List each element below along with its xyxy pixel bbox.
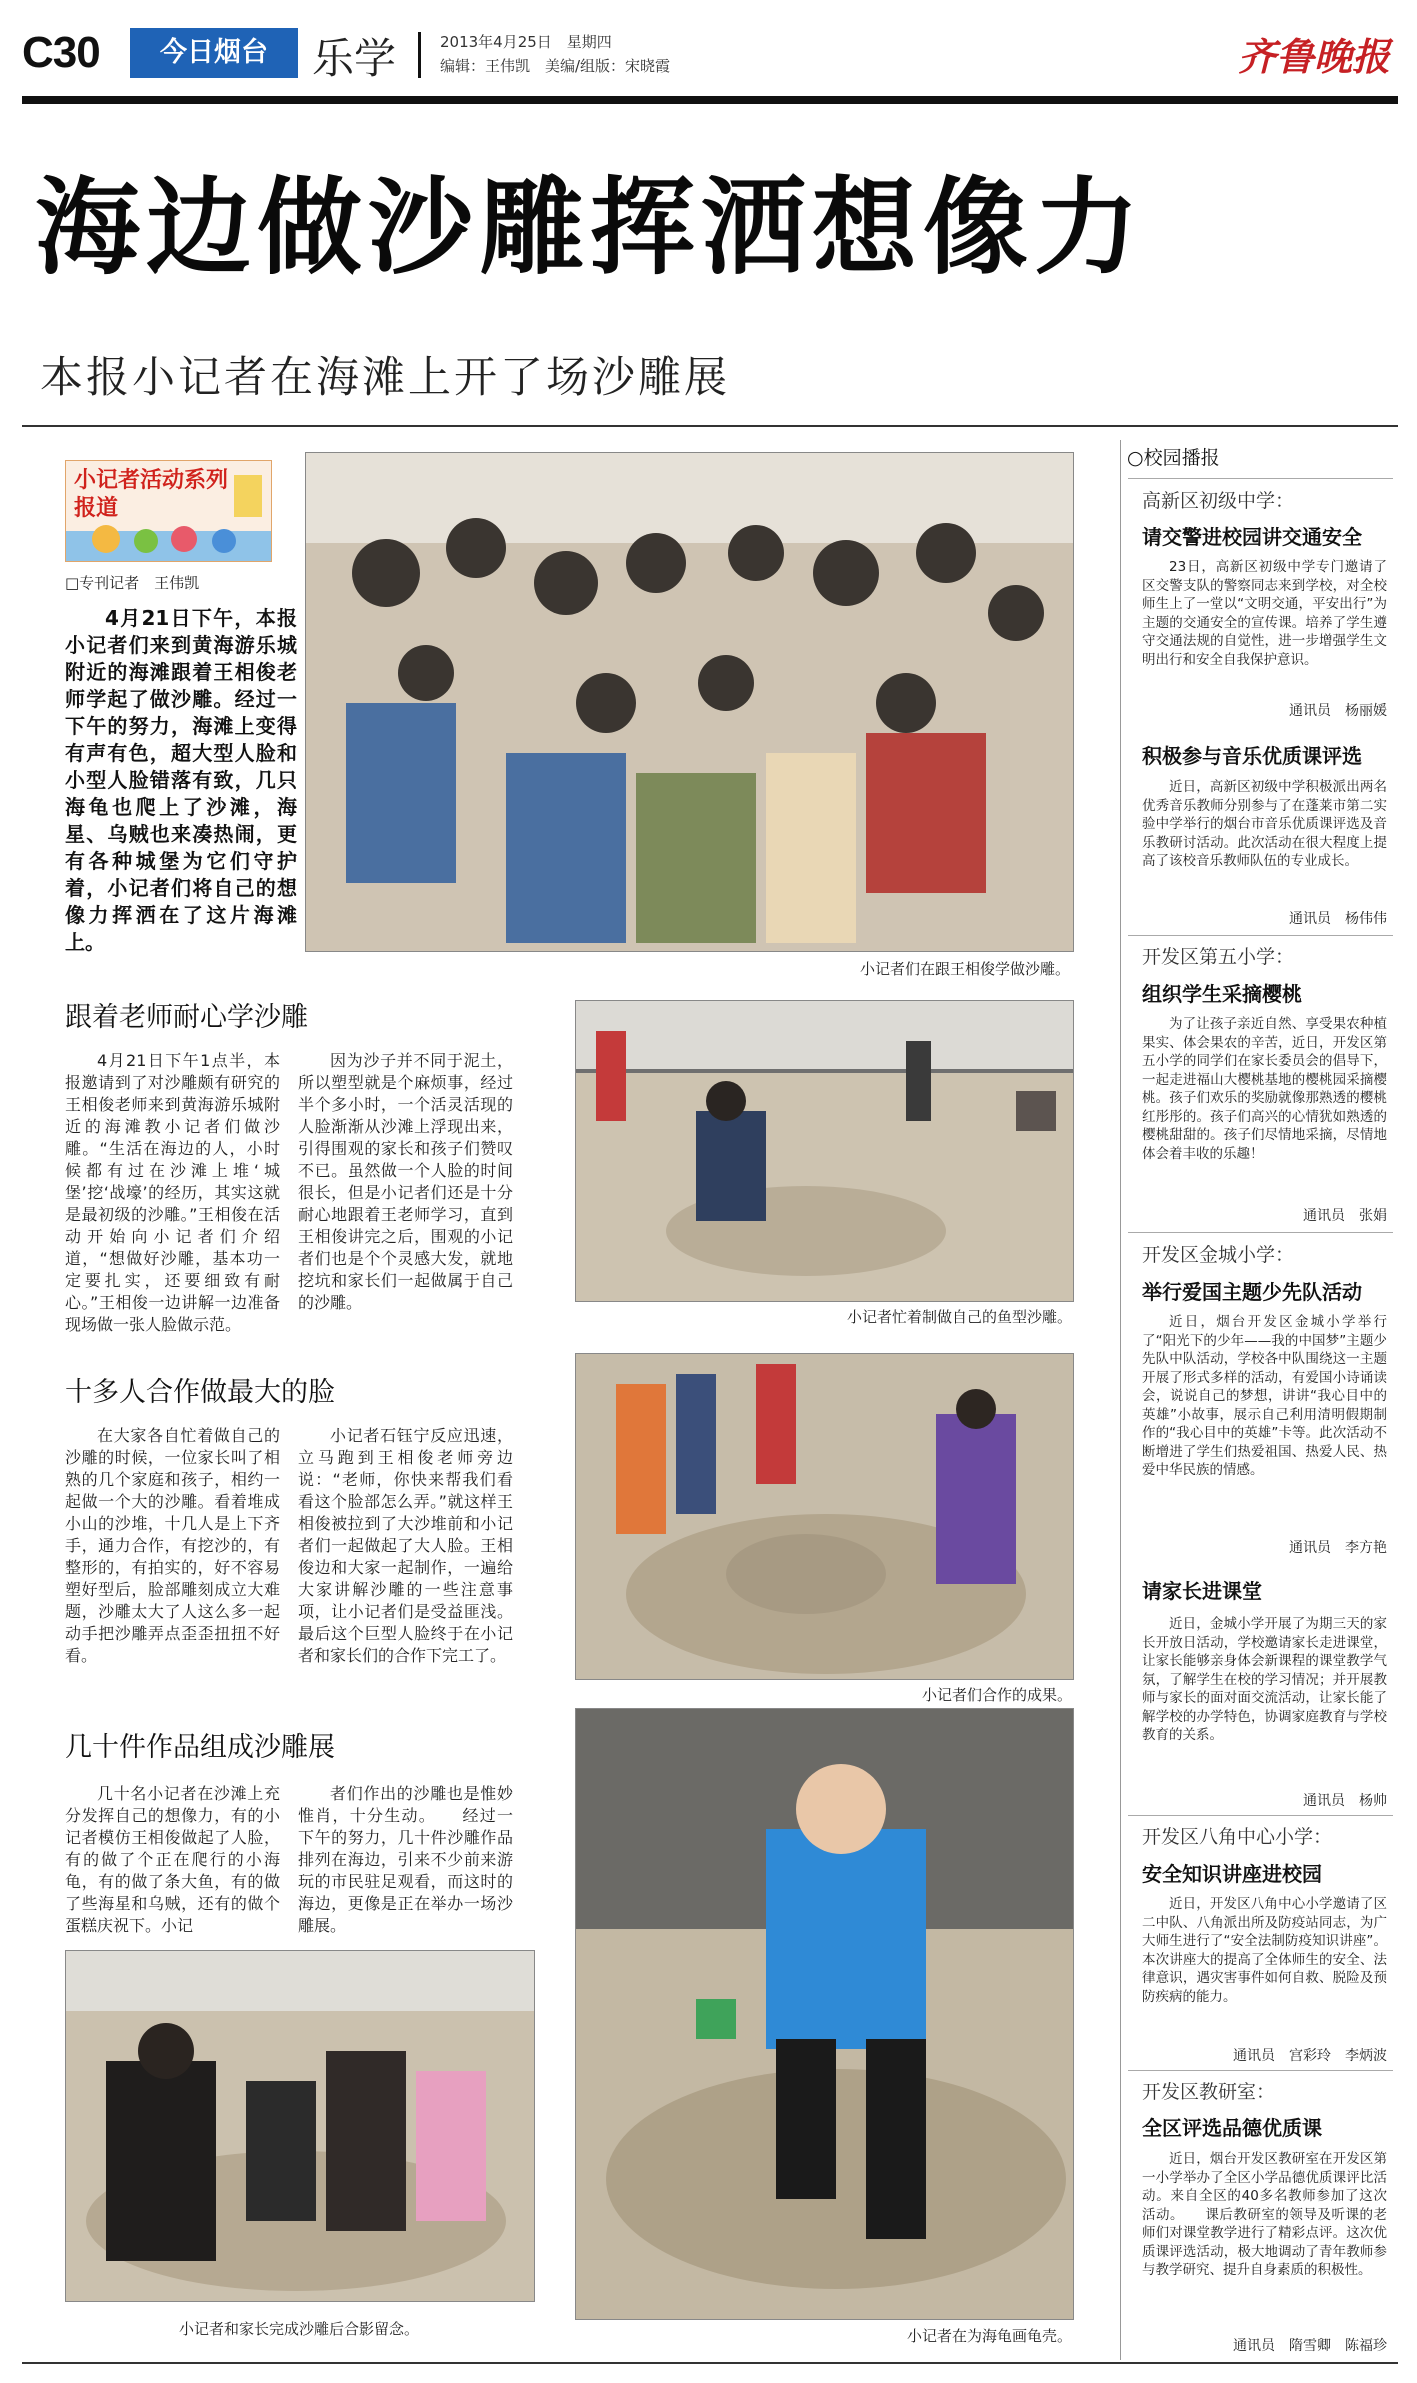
sidebar-title: ○校园播报 <box>1127 447 1220 469</box>
caption-photo4: 小记者和家长完成沙雕后合影留念。 <box>178 2320 419 2338</box>
page-number: C30 <box>22 28 100 77</box>
sidebar-body: 近日，开发区八角中心小学邀请了区二中队、八角派出所及防疫站同志，为广大师生进行了“安全法制防疫知识讲座”。本次讲座大的提高了全体师生的安全、法律意识，遇灾害事件如何自救、脱险及预防疾病的能力。 <box>1142 1896 1387 2005</box>
editors-line: 编辑：王伟凯 美编/组版：宋晓霞 <box>440 57 671 75</box>
sidebar-rule <box>1128 1815 1393 1816</box>
sidebar-rule <box>1128 478 1393 479</box>
sidebar-rule <box>1128 1232 1393 1233</box>
section3-heading: 几十件作品组成沙雕展 <box>65 1732 335 1763</box>
section3-col2: 者们作出的沙雕也是惟妙惟肖，十分生动。 经过一下午的努力，几十件沙雕作品排列在海边，引来不少前来游玩的市民驻足观看，而这时的海边，更像是正在举办一场沙雕展。 <box>298 1784 513 1935</box>
sidebar-rule <box>1128 935 1393 936</box>
lead-paragraph: 4月21日下午，本报小记者们来到黄海游乐城附近的海滩跟着王相俊老师学起了做沙雕。经过一下午的努力，海滩上变得有声有色，超大型人脸和小型人脸错落有致，几只海龟也爬上了沙滩，海星、乌贼也来凑热闹，更有各种城堡为它们守护着，小记者们将自己的想像力挥洒在了这片海滩上。 <box>65 606 297 954</box>
sidebar-credit: 通讯员 李方艳 <box>1289 1540 1387 1556</box>
date-line: 2013年4月25日 星期四 <box>440 33 612 51</box>
masthead-logo: 齐鲁晚报 <box>1238 34 1391 79</box>
sidebar-body: 近日，高新区初级中学积极派出两名优秀音乐教师分别参与了在蓬莱市第二实验中学举行的烟台市音乐优质课评选及音乐教研讨活动。此次活动在很大程度上提高了该校音乐教师队伍的专业成长。 <box>1142 779 1387 869</box>
sidebar-body: 为了让孩子亲近自然、享受果农种植果实、体会果农的辛苦，近日，开发区第五小学的同学们在家长委员会的倡导下，一起走进福山大樱桃基地的樱桃园采摘樱桃。孩子们欢乐的奖励就像那熟透的樱桃红彤彤的。孩子们高兴的心情犹如熟透的樱桃甜甜的。孩子们尽情地采摘，尽情地体会着丰收的乐趣！ <box>1142 1016 1387 1162</box>
sidebar-credit: 通讯员 杨伟伟 <box>1289 911 1387 927</box>
header-meta <box>440 30 670 78</box>
headline: 海边做沙雕挥洒想像力 <box>35 167 1146 289</box>
sidebar-headline: 积极参与音乐优质课评选 <box>1142 744 1362 768</box>
sidebar-school: 开发区金城小学： <box>1142 1244 1295 1266</box>
section1-col1: 4月21日下午1点半，本报邀请到了对沙雕颇有研究的王相俊老师来到黄海游乐城附近的海滩教小记者们做沙雕。“生活在海边的人，小时候都有过在沙滩上堆‘城堡’挖‘战壕’的经历，其实这就是最初级的沙雕。”王相俊在活动开始向小记者们介绍道，“想做好沙雕，基本功一定要扎实，还要细致有耐心。”王相俊一边讲解一边准备现场做一张人脸做示范。 <box>65 1051 280 1334</box>
badge-text: 小记者活动系列报道 <box>74 468 229 521</box>
sidebar-headline: 举行爱国主题少先队活动 <box>1142 1280 1362 1304</box>
photo-turtle-shell <box>575 1708 1074 2320</box>
subheadline: 本报小记者在海滩上开了场沙雕展 <box>40 353 730 403</box>
edition-label: 今日烟台 <box>130 28 298 78</box>
series-badge <box>65 460 272 562</box>
sidebar-credit: 通讯员 杨帅 <box>1303 1793 1387 1809</box>
sidebar-headline: 组织学生采摘樱桃 <box>1142 982 1302 1006</box>
sidebar-school: 开发区第五小学： <box>1142 946 1295 968</box>
caption-photo1: 小记者们在跟王相俊学做沙雕。 <box>859 960 1070 978</box>
photo-group-portrait <box>65 1950 535 2302</box>
caption-photo2: 小记者忙着制做自己的鱼型沙雕。 <box>846 1308 1072 1326</box>
sidebar-body: 近日，烟台开发区教研室在开发区第一小学举办了全区小学品德优质课评比活动。来自全区的40多名教师参加了这次活动。 课后教研室的领导及听课的老师们对课堂教学进行了精彩点评。这次优质课评选活动，极大地调动了青年教师参与教学研究、提升自身素质的积极性。 <box>1142 2151 1387 2278</box>
sidebar-credit: 通讯员 隋雪卿 陈福珍 <box>1233 2338 1387 2354</box>
section2-col1: 在大家各自忙着做自己的沙雕的时候，一位家长叫了相熟的几个家庭和孩子，相约一起做一个大的沙雕。看着堆成小山的沙堆，十几人是上下齐手，通力合作，有挖沙的，有整形的，有拍实的，好不容易塑好型后，脸部雕刻成立大难题，沙雕太大了人这么多一起动手把沙雕弄点歪歪扭扭不好看。 <box>65 1426 280 1665</box>
sidebar-school: 开发区八角中心小学： <box>1142 1826 1333 1848</box>
section1-heading: 跟着老师耐心学沙雕 <box>65 1002 308 1033</box>
sidebar-rule <box>1128 2070 1393 2071</box>
sidebar-credit: 通讯员 宫彩玲 李炳波 <box>1233 2048 1387 2064</box>
sidebar-headline: 请交警进校园讲交通安全 <box>1142 525 1362 549</box>
photo-big-face <box>575 1353 1074 1680</box>
photo-group-lesson <box>305 452 1074 952</box>
sidebar-body: 23日，高新区初级中学专门邀请了区交警支队的警察同志来到学校，对全校师生上了一堂以“文明交通，平安出行”为主题的交通安全的宣传课。培养了学生遵守交通法规的自觉性，进一步增强学生文明出行和安全自我保护意识。 <box>1142 559 1387 668</box>
section2-col2: 小记者石钰宁反应迅速，立马跑到王相俊老师旁边说：“老师，你快来帮我们看看这个脸部怎么弄。”就这样王相俊被拉到了大沙堆前和小记者们一起做起了大人脸。王相俊边和大家一起制作，一遍给大家讲解沙雕的一些注意事项，让小记者们是受益匪浅。最后这个巨型人脸终于在小记者和家长们的合作下完工了。 <box>298 1426 513 1665</box>
header-rule <box>22 96 1398 104</box>
header-divider <box>418 32 421 78</box>
byline: □专刊记者 王伟凯 <box>65 574 200 592</box>
footer-rule <box>22 2362 1398 2364</box>
sidebar-credit: 通讯员 张娟 <box>1303 1208 1387 1224</box>
sidebar-credit: 通讯员 杨丽媛 <box>1289 703 1387 719</box>
sidebar-school: 高新区初级中学： <box>1142 490 1295 512</box>
caption-photo5: 小记者在为海龟画龟壳。 <box>906 2327 1072 2345</box>
sidebar-school: 开发区教研室： <box>1142 2081 1276 2103</box>
sidebar-body: 近日，烟台开发区金城小学举行了“阳光下的少年——我的中国梦”主题少先队中队活动，学校各中队围绕这一主题开展了形式多样的活动，有爱国小诗诵读会，说说自己的梦想，讲讲“我心目中的英雄”小故事，展示自己利用清明假期制作的“我心目中的英雄”卡等。此次活动不断增进了学生们热爱祖国、热爱人民、热爱中华民族的情感。 <box>1142 1314 1387 1478</box>
sidebar-headline: 全区评选品德优质课 <box>1142 2116 1322 2140</box>
section-name: 乐学 <box>312 34 397 83</box>
sidebar-headline: 请家长进课堂 <box>1142 1579 1262 1603</box>
section1-col2: 因为沙子并不同于泥土，所以塑型就是个麻烦事，经过半个多小时，一个活灵活现的人脸渐渐从沙滩上浮现出来，引得围观的家长和孩子们赞叹不已。虽然做一个人脸的时间很长，但是小记者们还是十分耐心地跟着王老师学习，直到王相俊讲完之后，围观的小记者们也是个个灵感大发，就地挖坑和家长们一起做属于自己的沙雕。 <box>298 1051 513 1312</box>
caption-photo3: 小记者们合作的成果。 <box>921 1686 1072 1704</box>
photo-fish-sculpture <box>575 1000 1074 1302</box>
sidebar-divider <box>1120 440 1121 2360</box>
headline-rule <box>22 425 1398 427</box>
sidebar-headline: 安全知识讲座进校园 <box>1142 1862 1322 1886</box>
sidebar-body: 近日，金城小学开展了为期三天的家长开放日活动，学校邀请家长走进课堂，让家长能够亲身体会新课程的课堂教学气氛，了解学生在校的学习情况；并开展教师与家长的面对面交流活动，让家长能了解学校的办学特色，协调家庭教育与学校教育的关系。 <box>1142 1616 1387 1743</box>
section2-heading: 十多人合作做最大的脸 <box>65 1377 335 1408</box>
section3-col1: 几十名小记者在沙滩上充分发挥自己的想像力，有的小记者模仿王相俊做起了人脸，有的做了个正在爬行的小海龟，有的做了条大鱼，有的做了些海星和乌贼，还有的做个蛋糕庆祝下。小记 <box>65 1784 280 1935</box>
